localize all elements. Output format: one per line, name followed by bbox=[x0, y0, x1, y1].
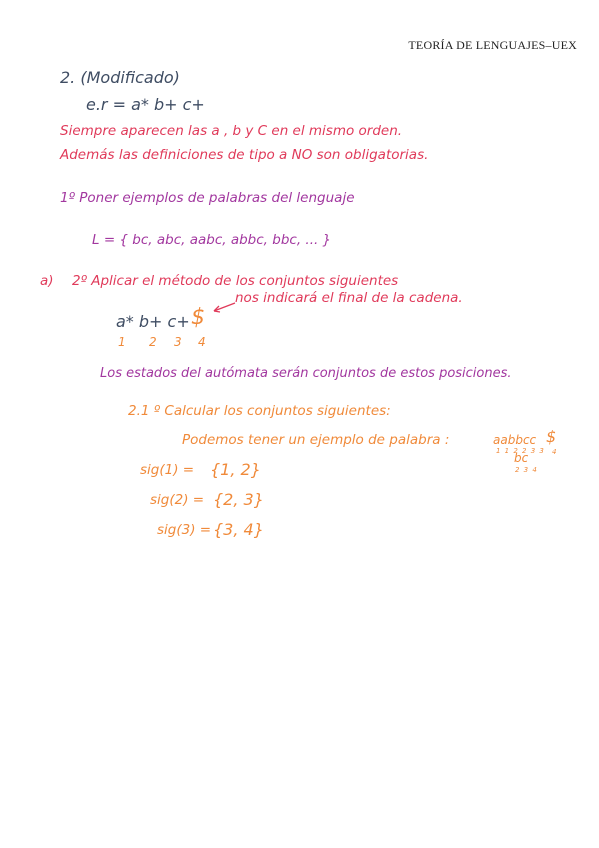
sig-1-label: sig(1) = bbox=[140, 462, 195, 478]
example-word-2-indices: 2 3 4 bbox=[515, 466, 538, 474]
note-order: Siempre aparecen las a , b y C en el mismo orden. bbox=[60, 123, 403, 139]
states-note: Los estados del autómata serán conjuntos de estos posiciones. bbox=[100, 366, 512, 381]
step2-title: 2º Aplicar el método de los conjuntos siguientes bbox=[72, 273, 399, 289]
example-word-2: bc bbox=[514, 451, 529, 465]
section-number: 2. (Modificado) bbox=[60, 68, 180, 87]
example-word-text: Podemos tener un ejemplo de palabra : bbox=[182, 432, 450, 448]
sig-1-set: {1, 2} bbox=[210, 460, 261, 479]
sig-3-label: sig(3) = bbox=[157, 522, 212, 538]
end-symbol-note: nos indicará el final de la cadena. bbox=[235, 290, 463, 306]
end-symbol: $ bbox=[191, 305, 205, 330]
sig-3-set: {3, 4} bbox=[213, 520, 264, 539]
example-dollar-index: 4 bbox=[552, 448, 558, 456]
step1-title: 1º Poner ejemplos de palabras del lenguaje bbox=[60, 190, 355, 206]
page-header: TEORÍA DE LENGUAJES–UEX bbox=[408, 38, 577, 52]
end-symbol-arrow bbox=[210, 300, 236, 314]
position-1: 1 bbox=[118, 335, 126, 349]
sig-2-set: {2, 3} bbox=[213, 490, 264, 509]
expression-with-end: a* b+ c+ bbox=[116, 312, 190, 331]
language-examples: L = { bc, abc, aabc, abbc, bbc, ... } bbox=[92, 232, 332, 248]
position-2: 2 bbox=[149, 335, 157, 349]
position-4: 4 bbox=[198, 335, 206, 349]
example-word-indices: 1 1 2 2 3 3 bbox=[496, 447, 545, 455]
position-3: 3 bbox=[174, 335, 182, 349]
example-word: aabbcc bbox=[493, 433, 537, 447]
step21-title: 2.1 º Calcular los conjuntos siguientes: bbox=[128, 403, 391, 419]
sig-2-label: sig(2) = bbox=[150, 492, 205, 508]
note-optional: Además las definiciones de tipo a NO son obligatorias. bbox=[60, 147, 429, 163]
part-a-marker: a) bbox=[40, 273, 54, 289]
regular-expression: e.r = a* b+ c+ bbox=[86, 95, 205, 114]
example-word-dollar: $ bbox=[546, 427, 557, 446]
